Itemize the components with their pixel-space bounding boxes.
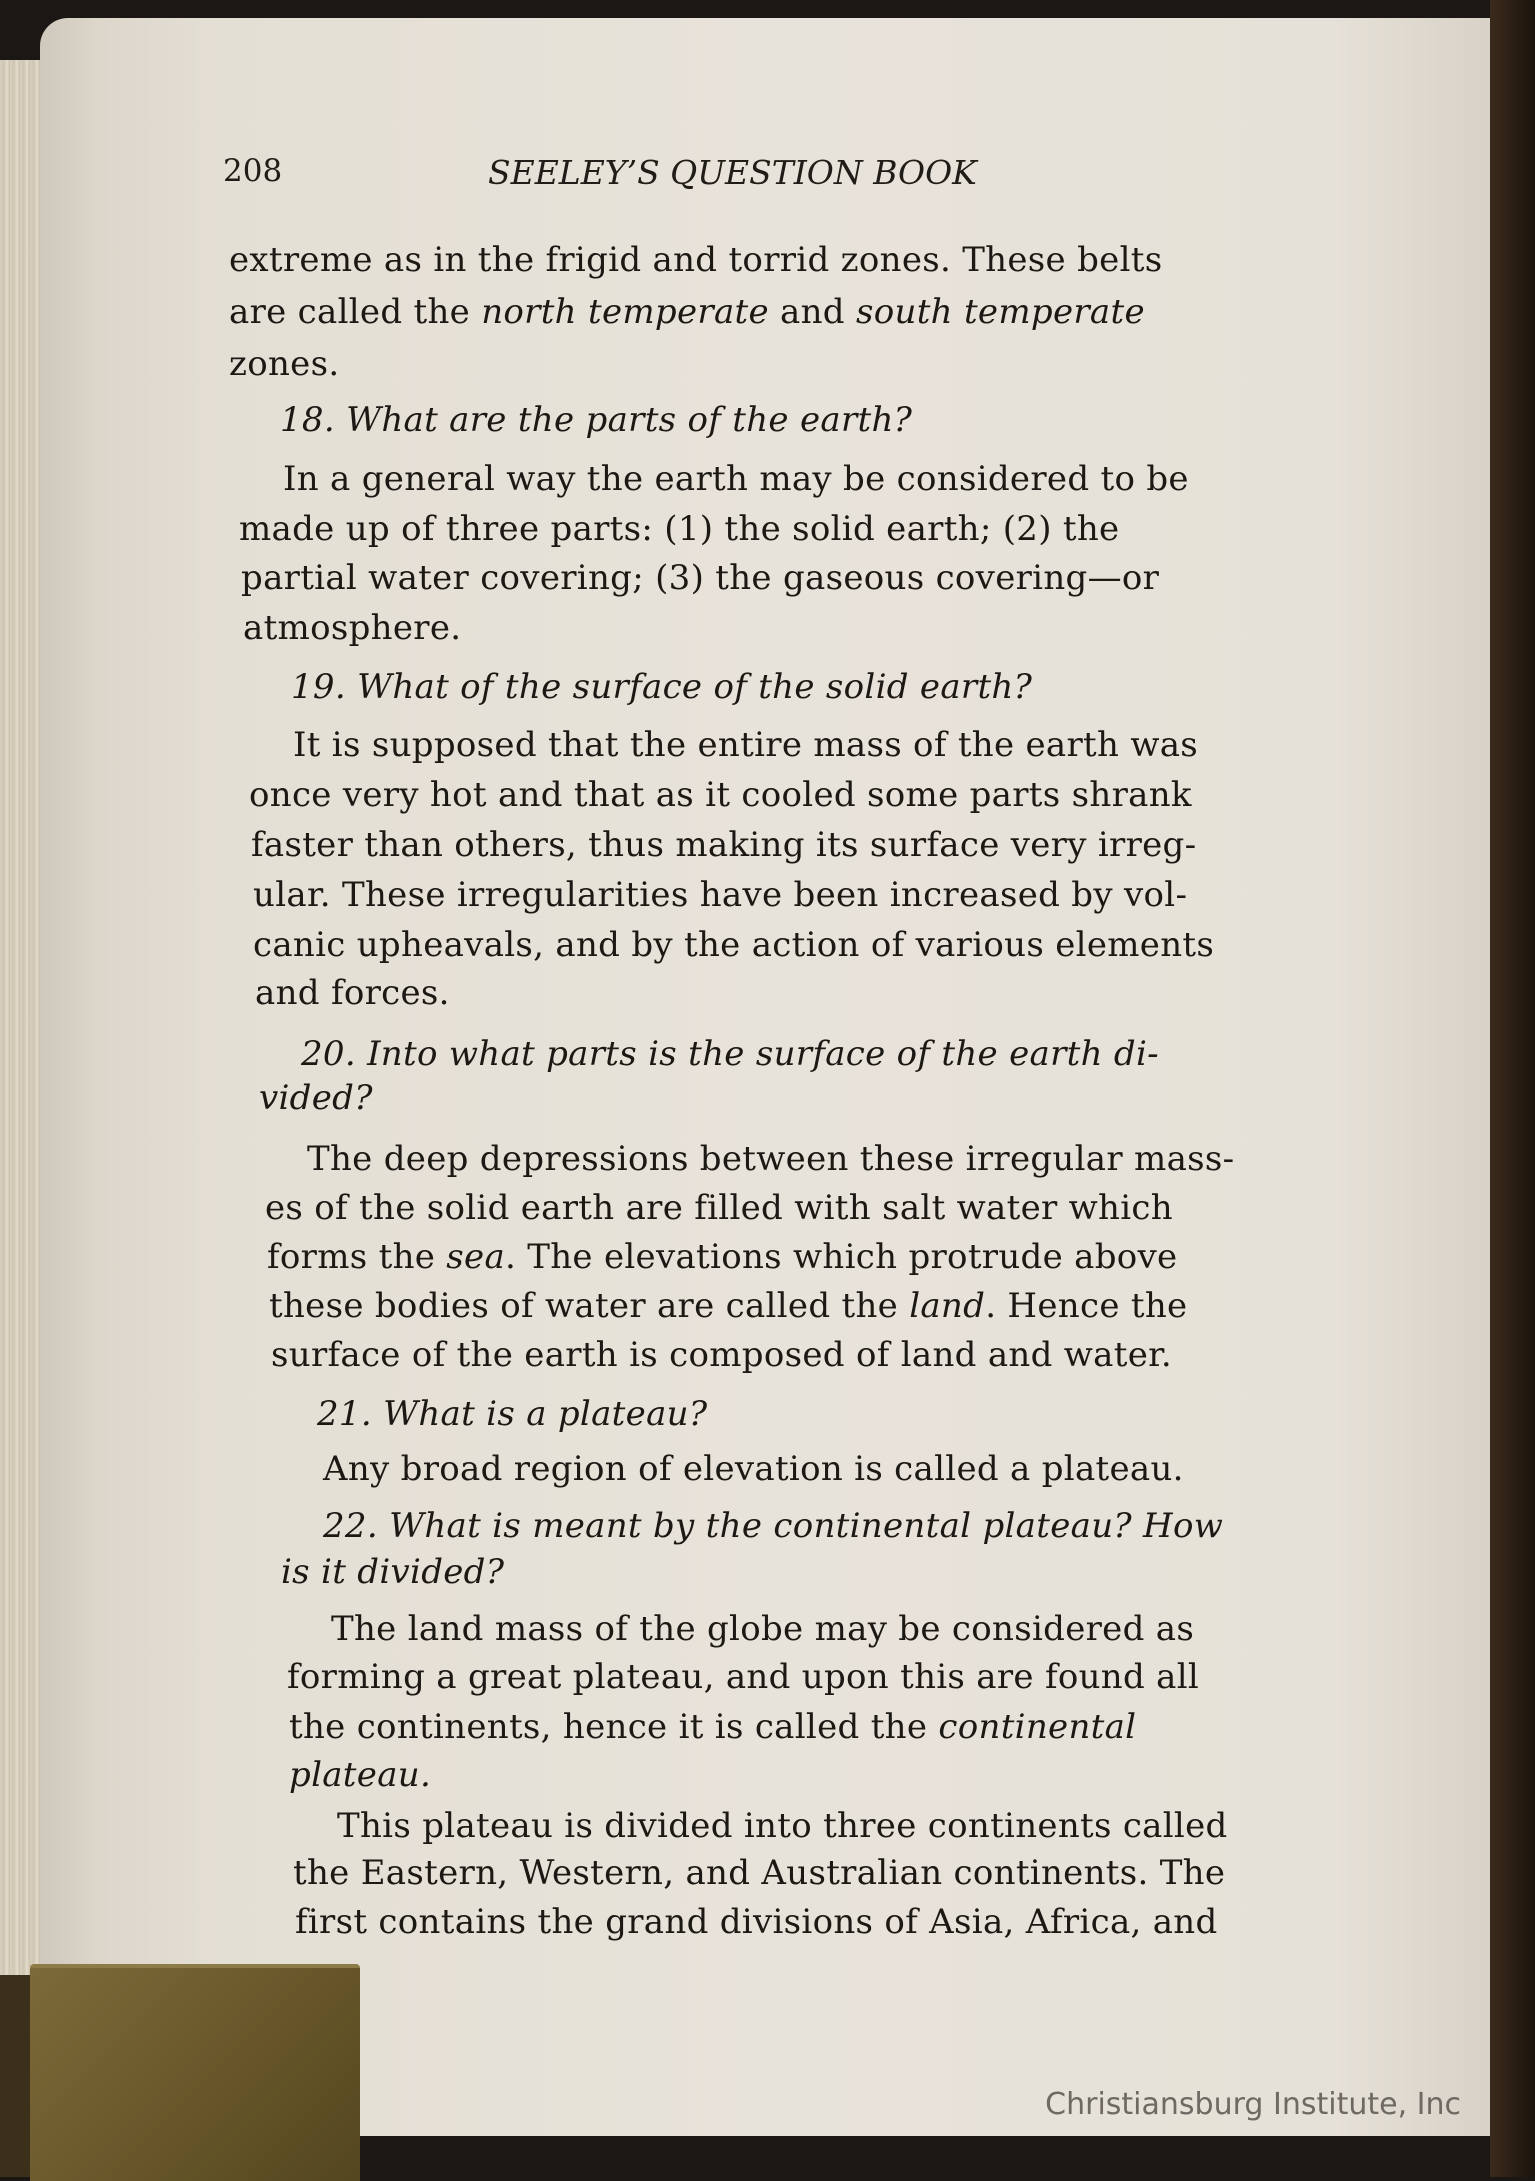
text-line: first contains the grand divisions of Asia, Africa, and: [295, 1902, 1218, 1942]
text-line: surface of the earth is composed of land and water.: [271, 1335, 1173, 1375]
question-heading: vided?: [259, 1078, 373, 1118]
text-line: Any broad region of elevation is called a plateau.: [323, 1449, 1184, 1489]
text-line: extreme as in the frigid and torrid zones. These belts: [229, 240, 1163, 280]
text-line: the Eastern, Western, and Australian continents. The: [293, 1853, 1226, 1893]
text-line: It is supposed that the entire mass of the earth was: [293, 725, 1199, 765]
question-heading: 22. What is meant by the continental plateau? How: [323, 1506, 1224, 1546]
book-cover-corner: [30, 1964, 360, 2181]
text-line: This plateau is divided into three continents called: [337, 1806, 1228, 1846]
text-line: forms the sea. The elevations which protrude above: [267, 1237, 1178, 1277]
book-cover-edge: [0, 1975, 30, 2177]
text-line: atmosphere.: [243, 608, 462, 648]
text-line: partial water covering; (3) the gaseous covering—or: [241, 558, 1160, 598]
text-line: these bodies of water are called the land. Hence the: [269, 1286, 1188, 1326]
question-heading: 19. What of the surface of the solid earth?: [291, 667, 1033, 707]
book-binding: [1490, 0, 1535, 2177]
question-heading: is it divided?: [281, 1552, 505, 1592]
text-line: faster than others, thus making its surface very irreg-: [251, 825, 1197, 865]
question-heading: 20. Into what parts is the surface of the earth di-: [301, 1034, 1159, 1074]
text-line: The land mass of the globe may be considered as: [331, 1609, 1195, 1649]
text-line: made up of three parts: (1) the solid earth; (2) the: [239, 509, 1120, 549]
text-line: ular. These irregularities have been increased by vol-: [253, 875, 1188, 915]
page-number: 208: [223, 153, 283, 189]
text-line: es of the solid earth are filled with salt water which: [265, 1188, 1173, 1228]
question-heading: 21. What is a plateau?: [317, 1394, 708, 1434]
question-heading: 18. What are the parts of the earth?: [280, 400, 913, 440]
text-line: the continents, hence it is called the continental: [289, 1707, 1137, 1747]
text-line: forming a great plateau, and upon this are found all: [287, 1657, 1200, 1697]
page-header: [223, 153, 1358, 197]
text-line: and forces.: [255, 973, 450, 1013]
text-line: plateau.: [289, 1755, 432, 1795]
text-line: canic upheavals, and by the action of various elements: [253, 925, 1215, 965]
text-line: The deep depressions between these irregular mass-: [307, 1139, 1235, 1179]
text-line: once very hot and that as it cooled some parts shrank: [249, 775, 1192, 815]
text-line: are called the north temperate and south temperate: [229, 292, 1145, 332]
text-line: In a general way the earth may be considered to be: [283, 459, 1189, 499]
running-title: SEELEY’S QUESTION BOOK: [488, 153, 977, 192]
text-line: zones.: [229, 344, 340, 384]
watermark: Christiansburg Institute, Inc: [1045, 2087, 1461, 2122]
